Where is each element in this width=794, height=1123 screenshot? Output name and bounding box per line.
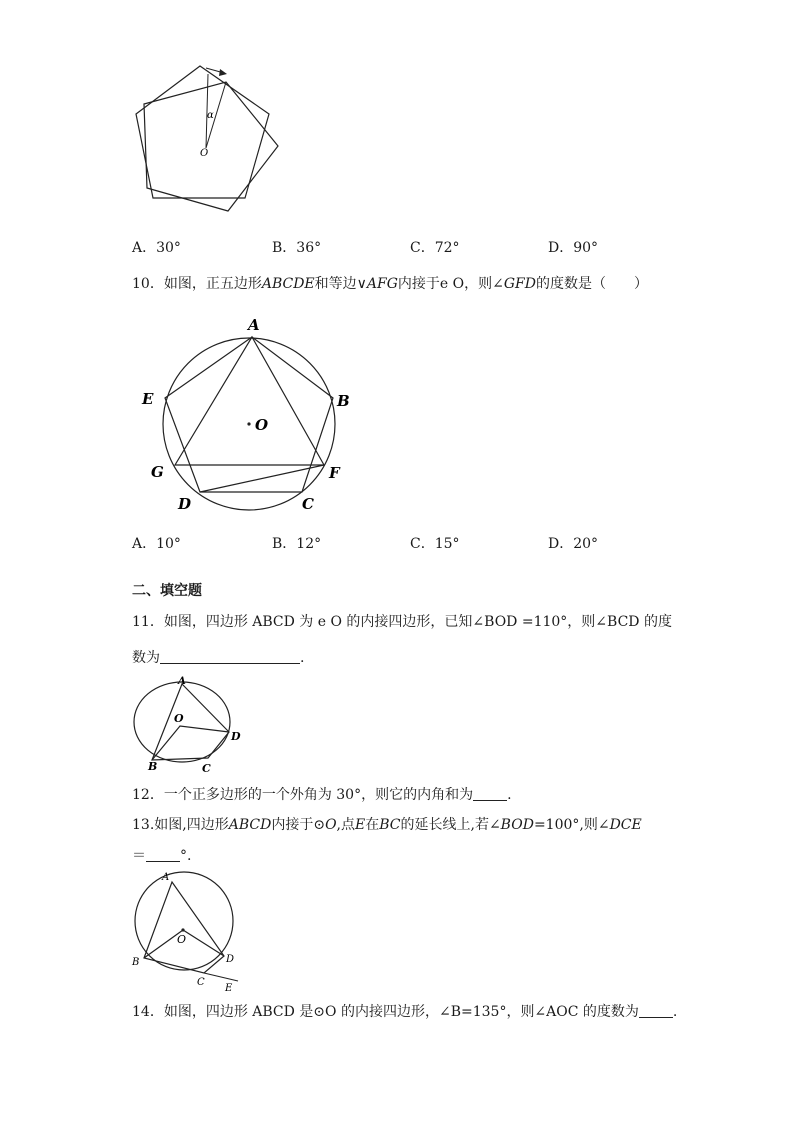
q11-line-2-text: 数为	[132, 650, 160, 666]
label-g: G	[151, 463, 164, 481]
label-o: O	[255, 416, 269, 434]
q9-option-b[interactable]: B．36°	[272, 240, 322, 256]
label-d: D	[178, 495, 192, 513]
center-dot	[247, 422, 250, 425]
q13-figure	[128, 868, 248, 992]
q13-bc: BC	[379, 817, 401, 833]
q9-option-d[interactable]: D．90°	[548, 240, 599, 256]
q13-line-2	[132, 846, 191, 866]
q11-figure	[130, 674, 246, 776]
label-c: C	[197, 977, 205, 988]
q11-answer-blank[interactable]	[160, 649, 300, 664]
q11-line-2	[132, 648, 304, 668]
label-d: D	[226, 954, 235, 965]
q10-stem	[132, 274, 648, 294]
q13-abcd: ABCD	[228, 817, 272, 833]
label-a: A	[162, 872, 170, 883]
q10-text-3: 内接于	[397, 276, 440, 292]
q13-p3: ,点	[336, 817, 355, 833]
q10-text-5: 的度数是（ ）	[536, 276, 648, 292]
pentagon-rotated	[144, 82, 278, 211]
q12-line	[132, 785, 512, 805]
q13-dce: ∠DCE	[597, 817, 642, 833]
label-f: F	[329, 464, 340, 482]
q13-line-1	[132, 815, 642, 835]
label-d: D	[231, 730, 241, 743]
q10-option-c[interactable]: C．15°	[410, 536, 460, 552]
quadrilateral-abcd	[144, 882, 224, 973]
q13-p1: 13.如图,四边形	[132, 817, 229, 833]
label-c: C	[202, 762, 211, 775]
q13-o: O	[325, 817, 337, 833]
q13-e: E	[355, 817, 366, 833]
label-e: E	[142, 390, 154, 408]
q9-figure	[128, 60, 288, 220]
q12-text: 12．一个正多边形的一个外角为 30°，则它的内角和为	[132, 787, 474, 803]
label-b: B	[148, 760, 158, 773]
label-e: E	[225, 983, 233, 992]
q10-text-2: 和等边	[314, 276, 357, 292]
bc-extension	[204, 973, 238, 981]
circle-o	[135, 872, 233, 970]
q11-end: .	[300, 650, 305, 666]
section-title-fill-in: 二、填空题	[132, 583, 202, 599]
q10-pentagon-name: ABCDE	[261, 276, 315, 292]
q13-p4: 在	[365, 817, 380, 833]
q9-option-a[interactable]: A．30°	[132, 240, 181, 256]
q13-answer-blank[interactable]	[146, 847, 180, 862]
q13-p2: 内接于⊙	[271, 817, 326, 833]
q13-line-2-end: °.	[180, 848, 192, 864]
label-b: B	[132, 957, 140, 968]
q10-circle-name: e O	[439, 276, 465, 292]
q9-option-c[interactable]: C．72°	[410, 240, 460, 256]
label-alpha: α	[207, 110, 214, 121]
q10-number: 10．	[132, 276, 164, 292]
q12-answer-blank[interactable]	[473, 786, 507, 801]
q10-option-a[interactable]: A．10°	[132, 536, 181, 552]
pentagon-original	[136, 66, 269, 198]
q10-angle-name: ∠GFD	[492, 276, 536, 292]
q10-text-1: 如图，正五边形	[163, 276, 262, 292]
arrow-head-icon	[219, 69, 227, 76]
segment-fd	[200, 465, 324, 492]
q11-line-1: 11．如图，四边形 ABCD 为 e O 的内接四边形，已知∠BOD =110°，则∠BCD 的度	[132, 614, 672, 630]
q13-bod: ∠BOD	[488, 817, 534, 833]
label-o: O	[174, 712, 184, 725]
q14-answer-blank[interactable]	[639, 1003, 673, 1018]
label-a: A	[248, 316, 260, 334]
q10-text-4: ，则	[464, 276, 493, 292]
q10-option-b[interactable]: B．12°	[272, 536, 322, 552]
q14-line	[132, 1002, 677, 1022]
label-o: O	[200, 148, 209, 159]
q13-line-2-start: ＝	[132, 848, 146, 864]
q10-triangle-name: ∨AFG	[356, 276, 398, 292]
q12-end: .	[507, 787, 512, 803]
q10-figure	[132, 312, 368, 518]
label-a: A	[178, 676, 186, 687]
label-c: C	[302, 495, 314, 513]
q13-p5: 的延长线上,若	[400, 817, 489, 833]
q13-p6: =100°,则	[533, 817, 598, 833]
label-b: B	[337, 392, 350, 410]
q14-text: 14．如图，四边形 ABCD 是⊙O 的内接四边形，∠B=135°，则∠AOC 的度数为	[132, 1004, 639, 1020]
q14-end: .	[672, 1004, 678, 1020]
label-o: O	[177, 933, 187, 946]
center-dot	[181, 928, 184, 931]
q10-option-d[interactable]: D．20°	[548, 536, 599, 552]
